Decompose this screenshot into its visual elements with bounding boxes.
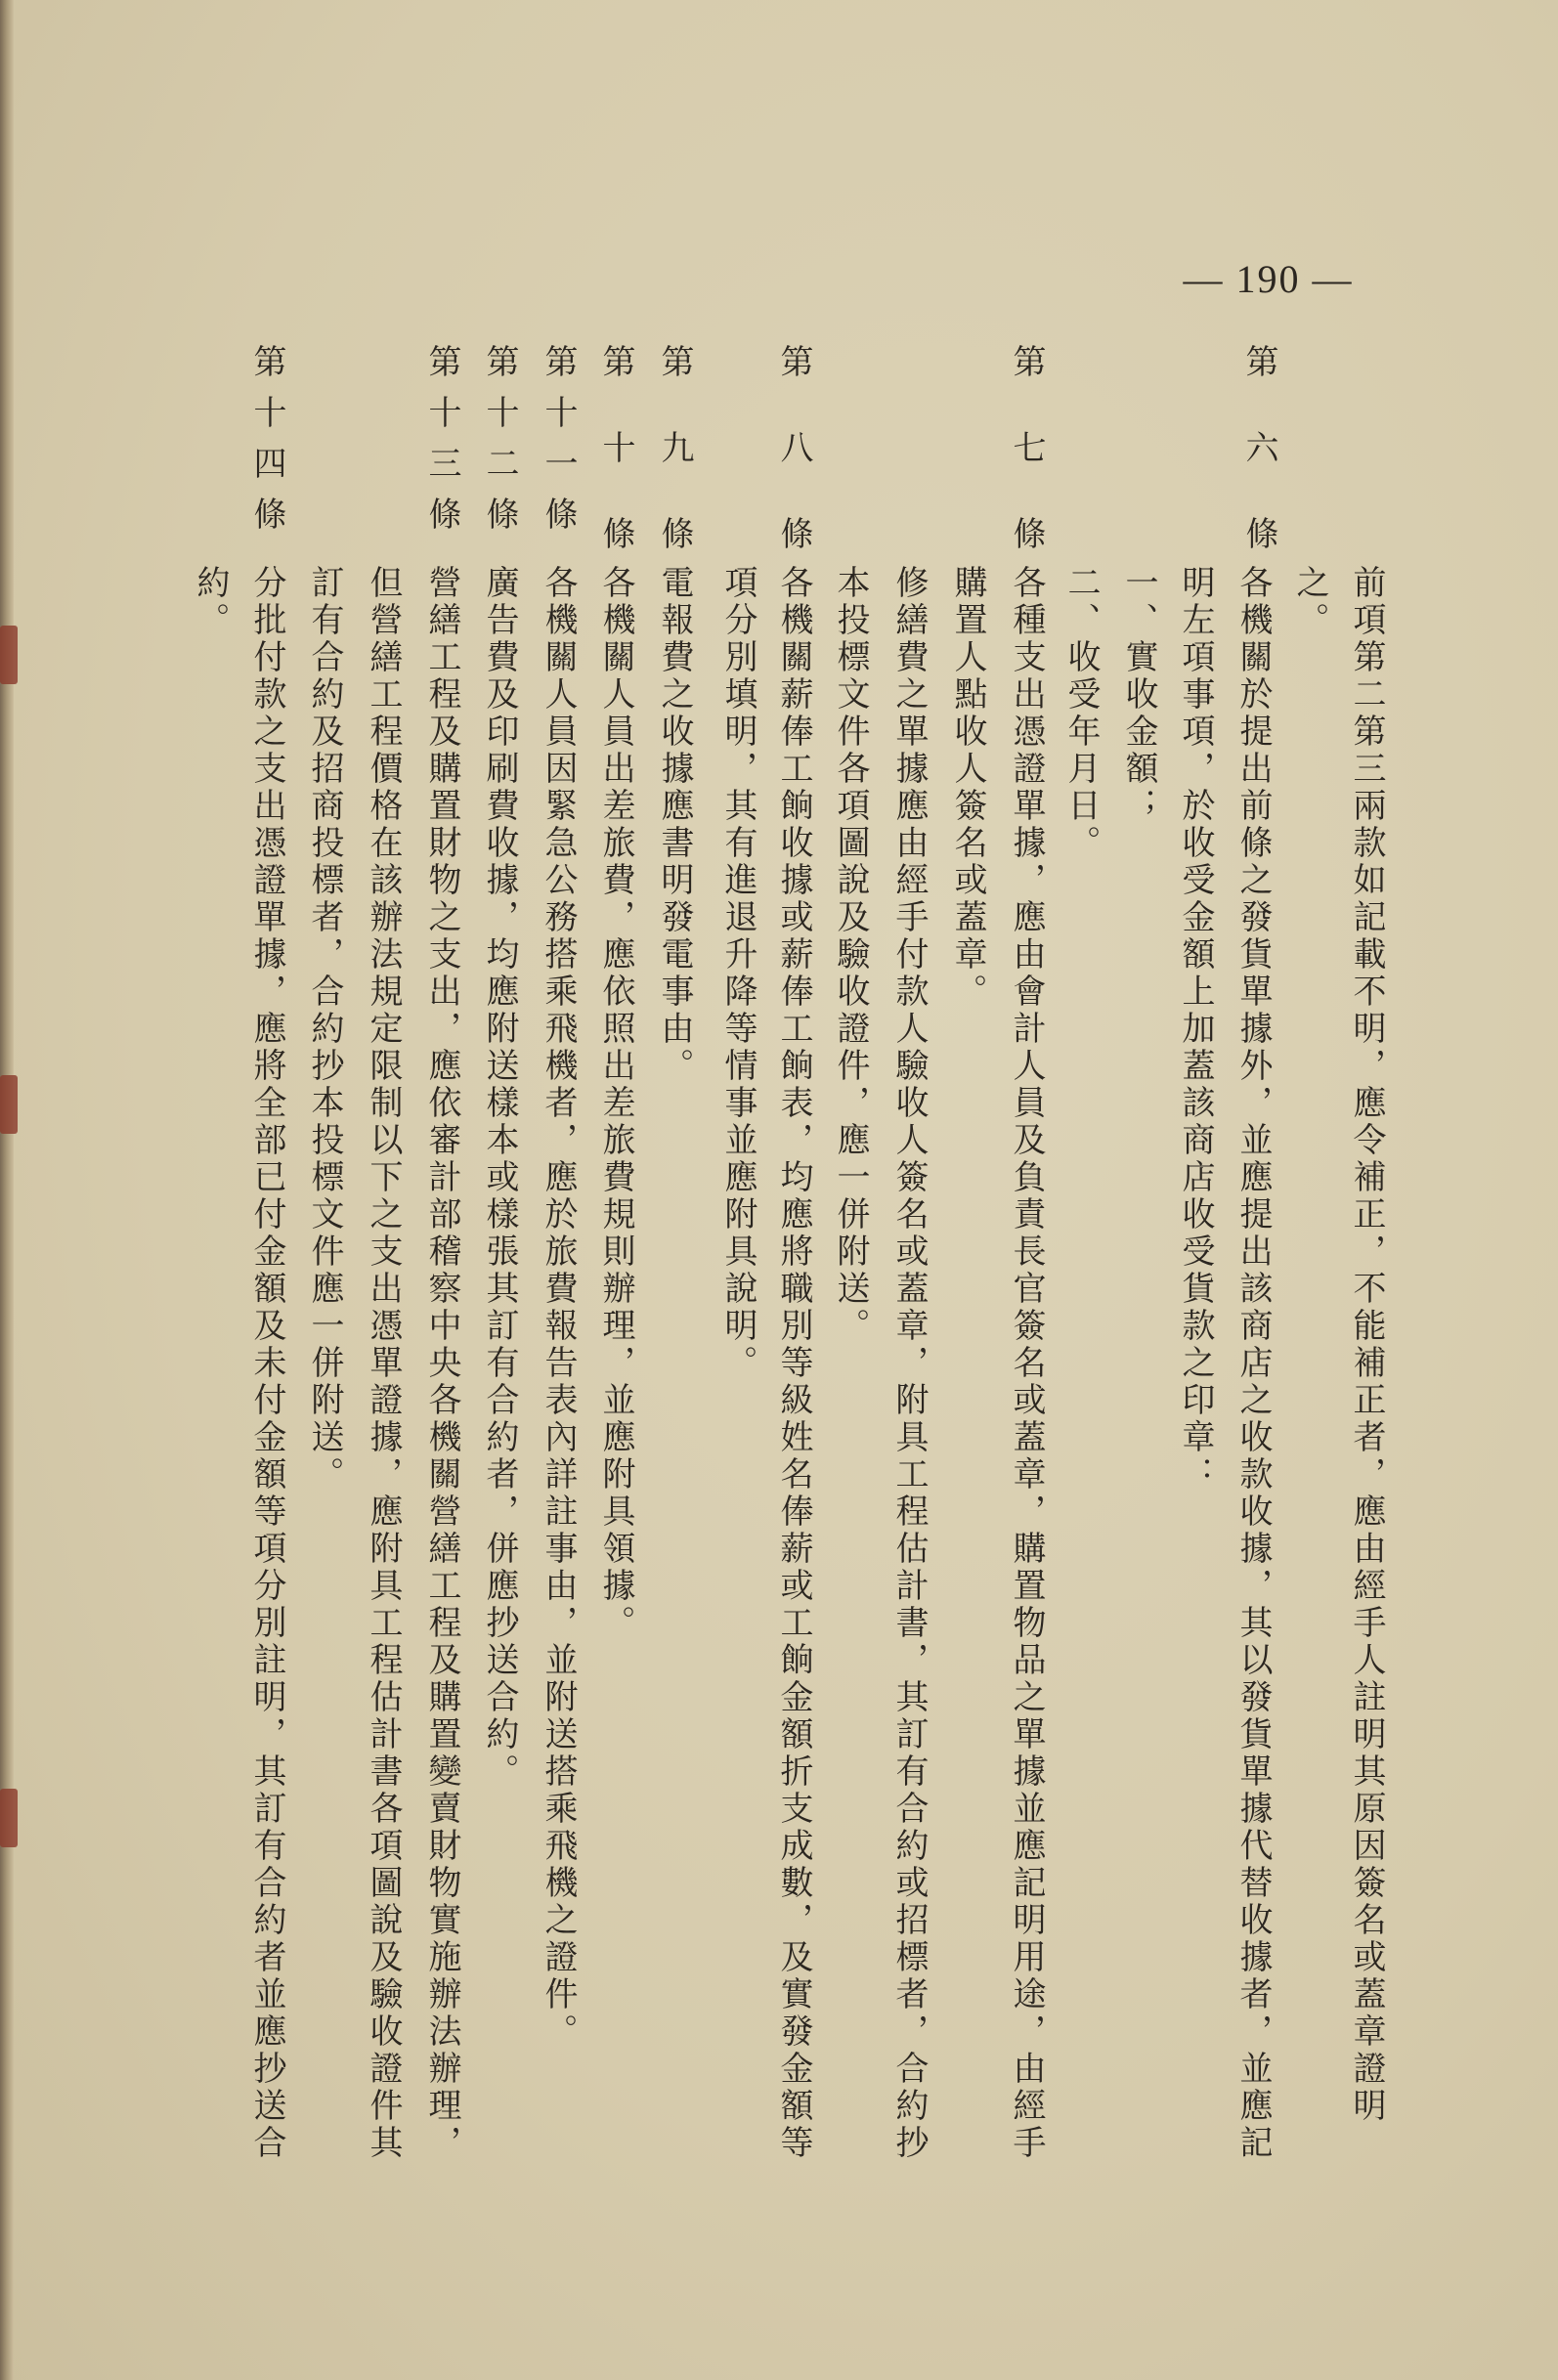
article-heading: 第十條 xyxy=(596,344,635,602)
text-column: 各機關人員出差旅費，應依照出差旅費規則辦理，並應附具領據。 xyxy=(596,565,635,1642)
text-column: 二、收受年月日。 xyxy=(1061,565,1101,862)
text-column: 電報費之收據應書明發電事由。 xyxy=(655,565,694,1085)
text-column: 本投標文件各項圖說及驗收證件，應一併附送。 xyxy=(831,565,870,1345)
article-heading: 第六條 xyxy=(1239,344,1278,602)
article-heading: 第七條 xyxy=(1007,344,1046,602)
binding-mark xyxy=(0,1075,18,1134)
text-column: 訂有合約及招商投標者，合約抄本投標文件應一併附送。 xyxy=(305,565,344,1493)
text-column: 之。 xyxy=(1290,565,1329,639)
text-column: 前項第二第三兩款如記載不明，應令補正，不能補正者，應由經手人註明其原因簽名或蓋章證明 xyxy=(1347,565,1386,2125)
text-column: 購置人點收人簽名或蓋章。 xyxy=(948,565,987,1011)
text-column: 分批付款之支出憑證單據，應將全部已付金額及未付金額等項分別註明，其訂有合約者並應抄送合 xyxy=(247,565,286,2162)
text-column: 約。 xyxy=(191,565,230,639)
article-heading: 第八條 xyxy=(774,344,813,602)
article-heading: 第十二條 xyxy=(480,344,519,547)
book-spine xyxy=(0,0,14,2380)
text-column: 明左項事項，於收受金額上加蓋該商店收受貨款之印章： xyxy=(1176,565,1215,1493)
text-column: 各種支出憑證單據，應由會計人員及負責長官簽名或蓋章，購置物品之單據並應記明用途，由經手 xyxy=(1007,565,1046,2162)
binding-mark xyxy=(0,626,18,684)
text-column: 各機關人員因緊急公務搭乘飛機者，應於旅費報告表內詳註事由，並附送搭乘飛機之證件。 xyxy=(539,565,578,2051)
text-column: 各機關於提出前條之發貨單據外，並應提出該商店之收款收據，其以發貨單據代替收據者，並應記 xyxy=(1233,565,1273,2162)
text-column: 項分別填明，其有進退升降等情事並應附具說明。 xyxy=(718,565,757,1382)
binding-mark xyxy=(0,1789,18,1847)
article-heading: 第九條 xyxy=(655,344,694,602)
text-column: 一、實收金額； xyxy=(1119,565,1158,825)
article-heading: 第十三條 xyxy=(422,344,461,547)
text-column: 修繕費之單據應由經手付款人驗收人簽名或蓋章，附具工程估計書，其訂有合約或招標者，合約抄 xyxy=(889,565,929,2162)
page-number: — 190 — xyxy=(1183,257,1354,301)
text-column: 廣告費及印刷費收據，均應附送樣本或樣張其訂有合約者，併應抄送合約。 xyxy=(480,565,519,1791)
article-heading: 第十四條 xyxy=(247,344,286,547)
text-column: 但營繕工程價格在該辦法規定限制以下之支出憑單證據，應附具工程估計書各項圖說及驗收證件其 xyxy=(364,565,403,2162)
text-column: 營繕工程及購置財物之支出，應依審計部稽察中央各機關營繕工程及購置變賣財物實施辦法辦理， xyxy=(422,565,461,2162)
text-column: 各機關薪俸工餉收據或薪俸工餉表，均應將職別等級姓名俸薪或工餉金額折支成數，及實發金額等 xyxy=(774,565,813,2162)
article-heading: 第十一條 xyxy=(539,344,578,547)
